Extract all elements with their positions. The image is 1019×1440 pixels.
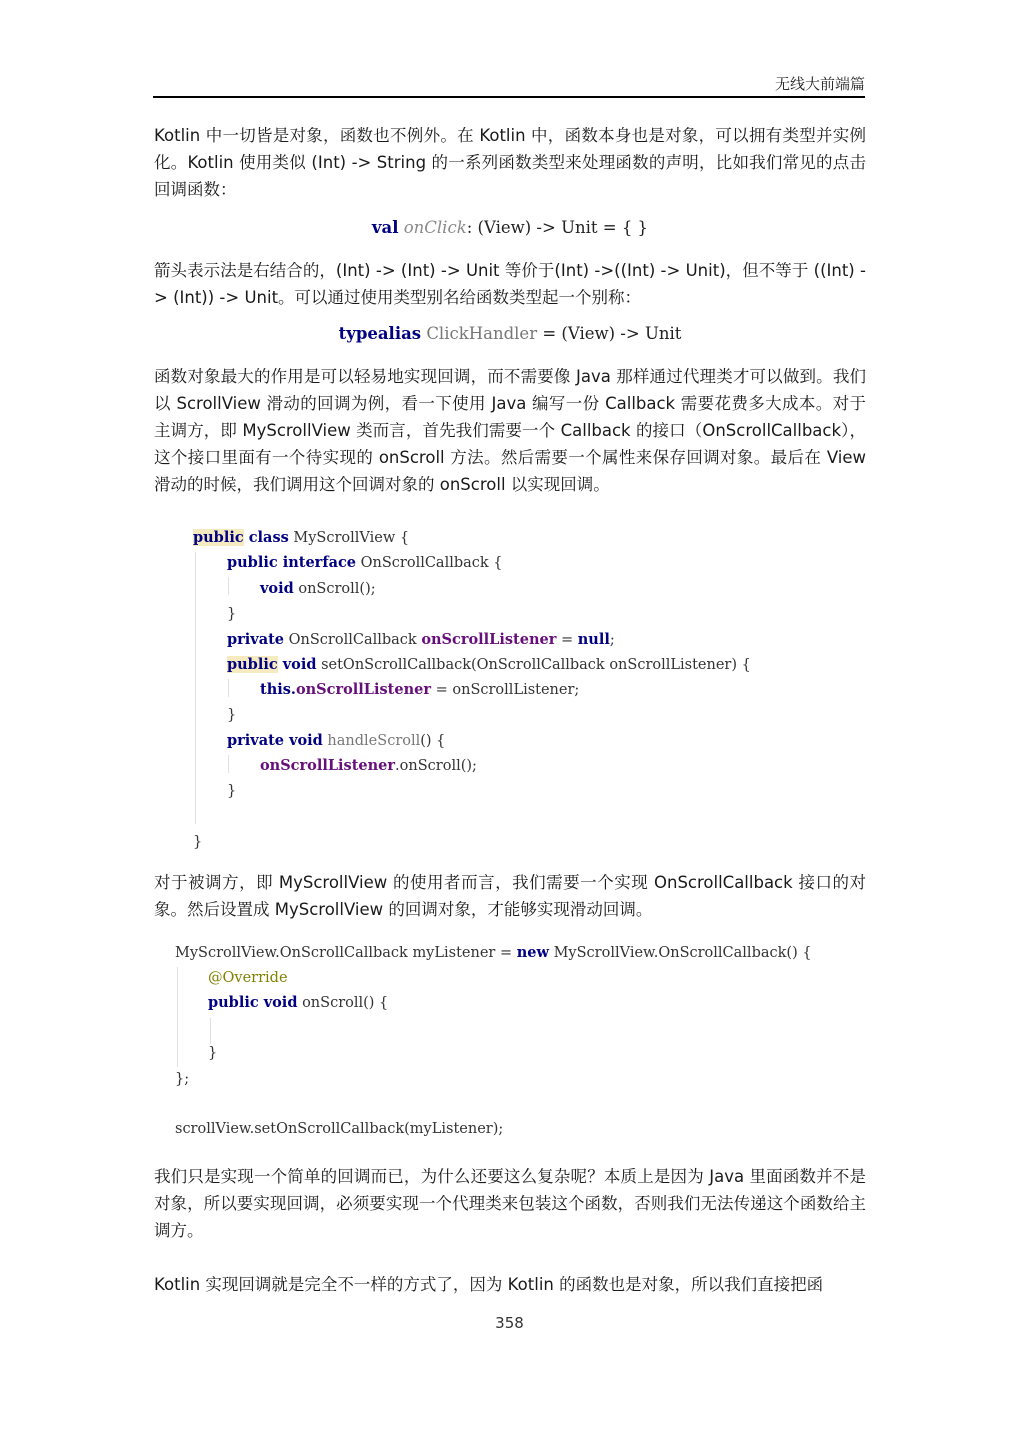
indent-guide — [195, 552, 196, 824]
code1-kw: public — [193, 529, 244, 546]
code1-text: ; — [609, 632, 615, 648]
header-title: 无线大前端篇 — [774, 75, 865, 93]
code2-line-1 — [175, 942, 812, 964]
paragraph-4: 对于被调方，即 MyScrollView 的使用者而言，我们需要一个实现 OnScrollCallback 接口的对象。然后设置成 MyScrollView 的回调对象，才能够实现滑动回调。 — [154, 873, 866, 919]
page-header — [153, 70, 865, 98]
code1-text: = — [556, 632, 578, 648]
code1-line-7 — [260, 679, 579, 701]
code1-line-4: } — [227, 606, 237, 622]
code2-line-5: }; — [175, 1071, 190, 1087]
code2-kw: new — [516, 944, 549, 961]
code1-kw: null — [577, 631, 610, 648]
code1-line-5 — [227, 629, 615, 651]
code2-line-2: @Override — [208, 970, 288, 986]
code2-text: MyScrollView.OnScrollCallback myListener = — [175, 945, 517, 961]
paragraph-2: 箭头表示法是右结合的，(Int) -> (Int) -> Unit 等价于(Int) ->((Int) -> Unit)，但不等于 ((Int) -> (Int)) -> Unit。可以通过使用类型别名给函数类型起一个别称： — [154, 261, 866, 307]
code1-text: OnScrollCallback { — [356, 555, 503, 571]
page-number: 358 — [495, 1314, 524, 1332]
code1-kw: this. — [260, 681, 296, 698]
indent-guide — [177, 967, 178, 1067]
code2-kw: public void — [208, 994, 298, 1011]
code1-line-8: } — [227, 707, 237, 723]
code1-method: handleScroll — [322, 733, 421, 749]
indent-guide — [210, 1018, 211, 1044]
code1-kw: private — [227, 631, 285, 648]
snippet1-name: onClick — [403, 218, 467, 237]
code1-kw: class — [243, 529, 289, 546]
indent-guide — [228, 755, 229, 773]
snippet2-keyword: typealias — [338, 324, 422, 343]
code1-text: onScroll(); — [293, 581, 376, 597]
code1-line-2 — [227, 552, 503, 574]
code1-line-9 — [227, 730, 445, 752]
code1-kw: private void — [227, 732, 323, 749]
code1-kw: public interface — [227, 554, 357, 571]
code1-line-3 — [260, 578, 376, 600]
code1-line-12: } — [193, 834, 203, 850]
snippet2-rest: = (View) -> Unit — [537, 324, 682, 343]
code1-kw: void — [277, 656, 317, 673]
indent-guide — [228, 679, 229, 697]
code2-text: MyScrollView.OnScrollCallback() { — [548, 945, 812, 961]
code1-line-10 — [260, 755, 477, 777]
code1-text: = onScrollListener; — [431, 682, 580, 698]
code1-field: onScrollListener — [421, 631, 557, 648]
snippet1-keyword: val — [371, 218, 399, 237]
paragraph-5: 我们只是实现一个简单的回调而已，为什么还要这么复杂呢？本质上是因为 Java 里面函数并不是对象，所以要实现回调，必须要实现一个代理类来包装这个函数，否则我们无法传递这个函数给主调方。 — [154, 1167, 866, 1240]
code2-line-3 — [208, 992, 388, 1014]
code1-kw: void — [260, 580, 294, 597]
code1-text: OnScrollCallback — [284, 632, 422, 648]
code2-text: onScroll() { — [297, 995, 389, 1011]
indent-guide — [228, 577, 229, 595]
code1-text: .onScroll(); — [395, 758, 477, 774]
snippet1-rest: : (View) -> Unit = { } — [466, 218, 649, 237]
code1-kw: public — [227, 656, 278, 673]
code1-line-11: } — [227, 783, 237, 799]
paragraph-1: Kotlin 中一切皆是对象，函数也不例外。在 Kotlin 中，函数本身也是对象，可以拥有类型并实例化。Kotlin 使用类似 (Int) -> String 的一系列函数类型来处理函数的声明，比如我们常见的点击回调函数： — [154, 126, 866, 199]
code1-text: () { — [420, 733, 446, 749]
code2-line-6: scrollView.setOnScrollCallback(myListener); — [175, 1121, 504, 1137]
onclick-snippet — [154, 218, 866, 237]
code1-line-6 — [227, 654, 751, 676]
paragraph-6: Kotlin 实现回调就是完全不一样的方式了，因为 Kotlin 的函数也是对象，所以我们直接把函 — [154, 1275, 824, 1294]
snippet2-name: ClickHandler — [426, 324, 538, 343]
code1-text: MyScrollView { — [288, 530, 410, 546]
code1-line-1 — [193, 527, 409, 549]
typealias-snippet — [154, 324, 866, 343]
code2-line-4: } — [208, 1045, 218, 1061]
code1-text: setOnScrollCallback(OnScrollCallback onScrollListener) { — [316, 657, 751, 673]
paragraph-3: 函数对象最大的作用是可以轻易地实现回调，而不需要像 Java 那样通过代理类才可以做到。我们以 ScrollView 滑动的回调为例，看一下使用 Java 编写一份 Callback 需要花费多大成本。对于主调方，即 MyScrollView 类而言，首先我们需要一个 Callback 的接口（OnScrollCallback），这个接口里面有一个待实现的 onScroll 方法。然后需要一个属性来保存回调对象。最后在 View 滑动的时候，我们调用这个回调对象的 onScroll 以实现回调。 — [154, 367, 866, 494]
code1-field: onScrollListener — [295, 681, 432, 698]
code1-field: onScrollListener — [260, 757, 396, 774]
